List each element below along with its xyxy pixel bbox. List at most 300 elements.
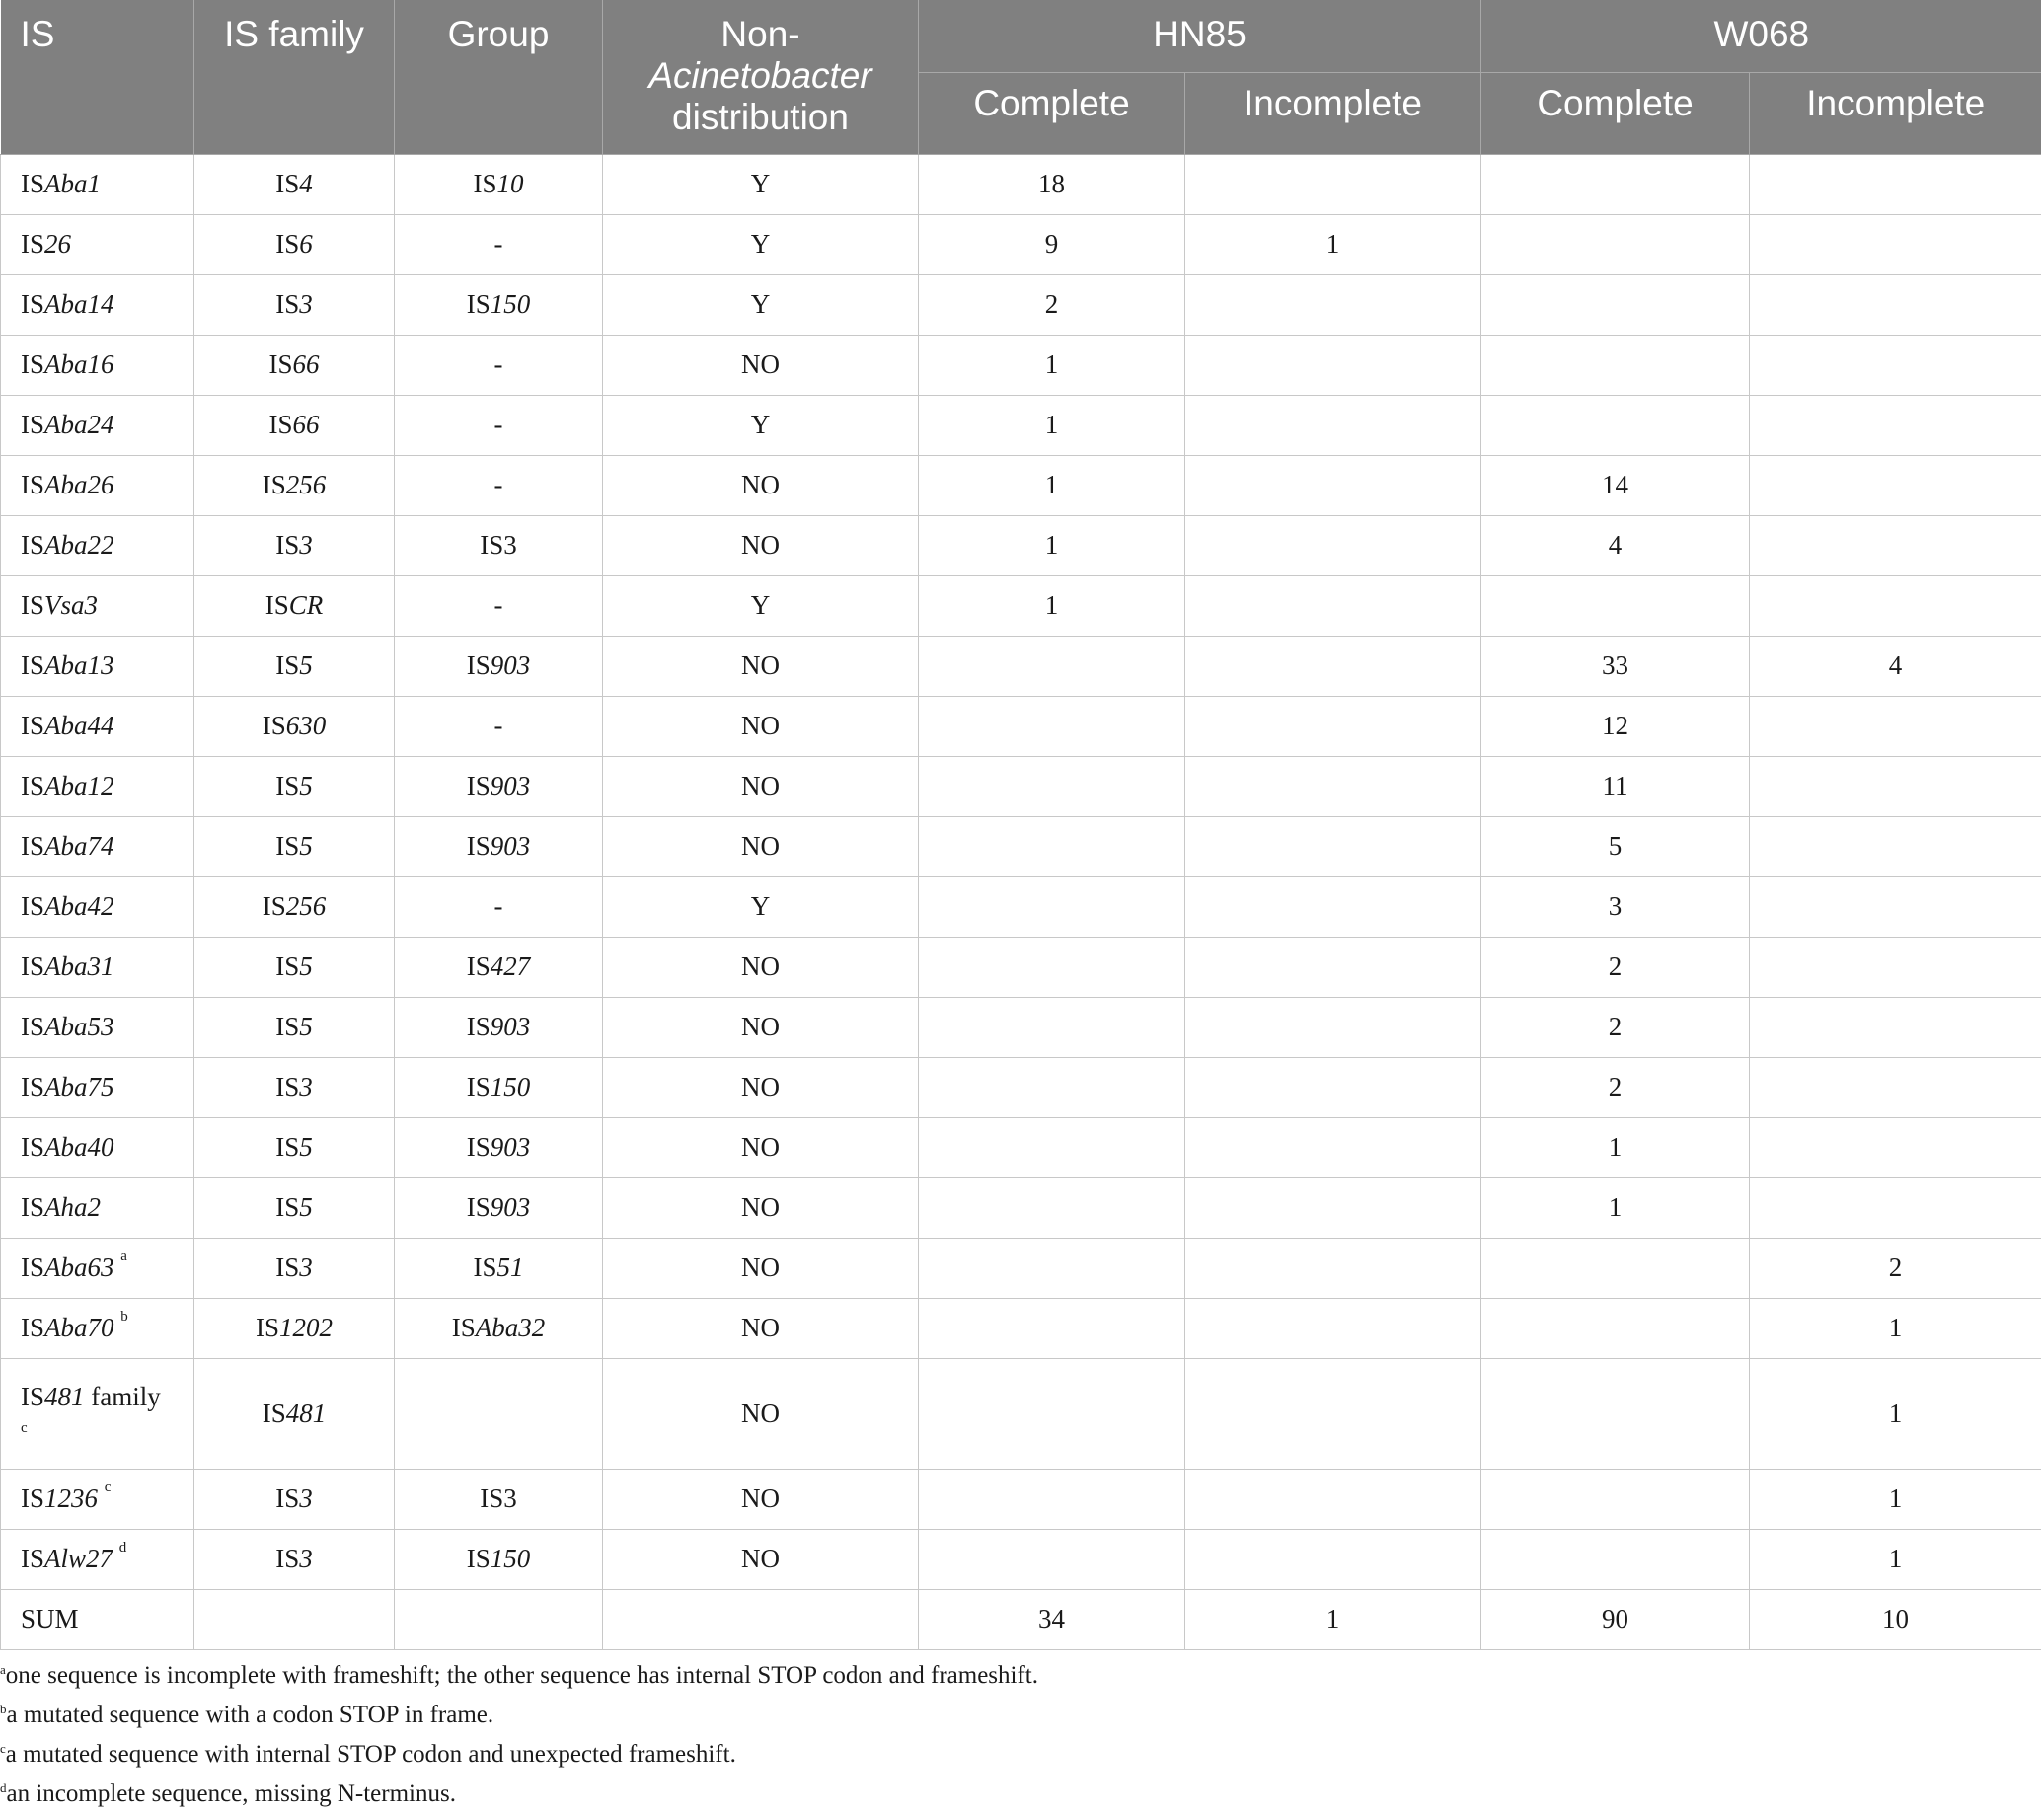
cell-hn85-incomplete bbox=[1185, 455, 1481, 515]
header-hn85-complete: Complete bbox=[919, 72, 1185, 154]
table-row bbox=[1, 274, 2041, 335]
cell-hn85-incomplete bbox=[1185, 997, 1481, 1057]
cell-is-name bbox=[1, 937, 194, 997]
cell-group bbox=[395, 575, 603, 636]
table-row bbox=[1, 937, 2041, 997]
cell-is-family bbox=[194, 1298, 395, 1358]
footnote-text: a mutated sequence with internal STOP codon and unexpected frameshift. bbox=[5, 1741, 736, 1768]
cell-non-acinetobacter-distribution: NO bbox=[603, 455, 919, 515]
is-name-italic: Aba12 bbox=[44, 771, 114, 800]
cell-w068-complete bbox=[1481, 395, 1750, 455]
cell-is-family bbox=[194, 335, 395, 395]
cell-w068-complete: 33 bbox=[1481, 636, 1750, 696]
family-italic: 6 bbox=[299, 229, 313, 259]
cell-is-name bbox=[1, 1358, 194, 1469]
family-prefix: IS bbox=[275, 1132, 300, 1162]
group-prefix: IS bbox=[466, 289, 491, 319]
cell-is-name bbox=[1, 335, 194, 395]
cell-w068-incomplete bbox=[1750, 395, 2041, 455]
cell-is-family bbox=[194, 756, 395, 816]
cell-non-acinetobacter-distribution: Y bbox=[603, 154, 919, 214]
footnote-mark: d bbox=[0, 1781, 7, 1795]
header-group: Group bbox=[395, 0, 603, 154]
cell-is-family bbox=[194, 575, 395, 636]
table-row bbox=[1, 1117, 2041, 1177]
table-row bbox=[1, 1298, 2041, 1358]
is-name-prefix: IS bbox=[21, 711, 45, 740]
table-row bbox=[1, 1358, 2041, 1469]
cell-is-name bbox=[1, 455, 194, 515]
cell-hn85-complete bbox=[919, 876, 1185, 937]
group-prefix: - bbox=[493, 410, 503, 439]
is-name-prefix: IS bbox=[21, 891, 45, 921]
cell-w068-incomplete bbox=[1750, 335, 2041, 395]
cell-w068-incomplete bbox=[1750, 696, 2041, 756]
family-prefix: IS bbox=[275, 1012, 300, 1041]
cell-group bbox=[395, 816, 603, 876]
is-name-prefix: IS bbox=[21, 349, 45, 379]
group-italic: Aba32 bbox=[475, 1313, 546, 1342]
is-name-italic: Aba42 bbox=[44, 891, 114, 921]
cell-group bbox=[395, 395, 603, 455]
cell-is-name bbox=[1, 636, 194, 696]
cell-w068-complete bbox=[1481, 1469, 1750, 1529]
family-italic: 3 bbox=[299, 289, 313, 319]
is-name-italic: Aba14 bbox=[44, 289, 114, 319]
cell-w068-incomplete bbox=[1750, 515, 2041, 575]
cell-w068-complete bbox=[1481, 335, 1750, 395]
family-prefix: IS bbox=[255, 1313, 279, 1342]
cell-hn85-incomplete bbox=[1185, 395, 1481, 455]
cell-hn85-incomplete bbox=[1185, 696, 1481, 756]
cell-is-name bbox=[1, 997, 194, 1057]
cell-hn85-incomplete bbox=[1185, 575, 1481, 636]
family-prefix: IS bbox=[275, 530, 300, 560]
table-row bbox=[1, 1238, 2041, 1298]
family-prefix: IS bbox=[275, 951, 300, 981]
cell-w068-complete: 2 bbox=[1481, 937, 1750, 997]
group-italic: 10 bbox=[496, 169, 524, 198]
table-row bbox=[1, 636, 2041, 696]
cell-w068-incomplete: 1 bbox=[1750, 1298, 2041, 1358]
cell-w068-incomplete bbox=[1750, 1177, 2041, 1238]
cell-group bbox=[395, 1238, 603, 1298]
family-italic: 5 bbox=[299, 650, 313, 680]
cell-hn85-complete bbox=[919, 1298, 1185, 1358]
group-prefix: IS bbox=[473, 1252, 497, 1282]
cell-hn85-complete: 18 bbox=[919, 154, 1185, 214]
is-name-italic: Aba1 bbox=[44, 169, 102, 198]
cell-hn85-incomplete bbox=[1185, 636, 1481, 696]
family-prefix: IS bbox=[275, 1483, 300, 1513]
header-hn85-incomplete: Incomplete bbox=[1185, 72, 1481, 154]
group-prefix: IS bbox=[466, 951, 491, 981]
header-is: IS bbox=[1, 0, 194, 154]
cell-hn85-incomplete bbox=[1185, 816, 1481, 876]
family-italic: 66 bbox=[292, 410, 320, 439]
cell-is-name bbox=[1, 1469, 194, 1529]
family-prefix: IS bbox=[262, 891, 286, 921]
cell-w068-incomplete bbox=[1750, 274, 2041, 335]
is-name-prefix: IS bbox=[21, 1381, 45, 1411]
cell-is-name bbox=[1, 1529, 194, 1589]
cell-group bbox=[395, 876, 603, 937]
family-prefix: IS bbox=[268, 410, 293, 439]
cell-w068-incomplete: 1 bbox=[1750, 1469, 2041, 1529]
table-row bbox=[1, 1589, 2041, 1649]
table-row bbox=[1, 1529, 2041, 1589]
family-prefix: IS bbox=[265, 590, 289, 620]
group-italic: 150 bbox=[490, 1072, 531, 1101]
cell-is-family bbox=[194, 515, 395, 575]
cell-group bbox=[395, 154, 603, 214]
table-row bbox=[1, 335, 2041, 395]
family-italic: 256 bbox=[285, 470, 327, 499]
cell-w068-complete bbox=[1481, 1358, 1750, 1469]
family-prefix: IS bbox=[275, 650, 300, 680]
family-italic: 4 bbox=[299, 169, 313, 198]
cell-non-acinetobacter-distribution: NO bbox=[603, 1238, 919, 1298]
family-italic: 256 bbox=[285, 891, 327, 921]
is-name-prefix: IS bbox=[21, 951, 45, 981]
cell-w068-complete: 3 bbox=[1481, 876, 1750, 937]
cell-is-family bbox=[194, 1177, 395, 1238]
cell-hn85-incomplete bbox=[1185, 274, 1481, 335]
cell-w068-incomplete bbox=[1750, 455, 2041, 515]
footnote bbox=[0, 1775, 1038, 1814]
cell-is-name bbox=[1, 1057, 194, 1117]
footnote-mark: c bbox=[0, 1741, 6, 1756]
table-row bbox=[1, 756, 2041, 816]
cell-hn85-complete bbox=[919, 756, 1185, 816]
cell-hn85-incomplete bbox=[1185, 1057, 1481, 1117]
cell-w068-complete: 14 bbox=[1481, 455, 1750, 515]
is-name-prefix: IS bbox=[21, 289, 45, 319]
cell-hn85-incomplete bbox=[1185, 1529, 1481, 1589]
is-name-italic: 1236 bbox=[44, 1483, 99, 1513]
cell-non-acinetobacter-distribution: NO bbox=[603, 1177, 919, 1238]
family-italic: 5 bbox=[299, 951, 313, 981]
cell-is-name bbox=[1, 515, 194, 575]
cell-w068-complete: 2 bbox=[1481, 1057, 1750, 1117]
is-name-suffix: family bbox=[84, 1381, 161, 1411]
cell-w068-complete bbox=[1481, 274, 1750, 335]
cell-non-acinetobacter-distribution: Y bbox=[603, 214, 919, 274]
cell-w068-complete: 4 bbox=[1481, 515, 1750, 575]
cell-hn85-complete bbox=[919, 1117, 1185, 1177]
cell-is-family bbox=[194, 636, 395, 696]
cell-is-family bbox=[194, 1238, 395, 1298]
cell-non-acinetobacter-distribution: NO bbox=[603, 335, 919, 395]
header-is-family: IS family bbox=[194, 0, 395, 154]
is-name-prefix: IS bbox=[21, 771, 45, 800]
cell-group bbox=[395, 455, 603, 515]
cell-non-acinetobacter-distribution: NO bbox=[603, 636, 919, 696]
is-name-italic: Aba24 bbox=[44, 410, 114, 439]
cell-is-family bbox=[194, 1057, 395, 1117]
group-italic: 903 bbox=[490, 831, 531, 861]
cell-group bbox=[395, 1469, 603, 1529]
group-italic: 150 bbox=[490, 1544, 531, 1573]
cell-group bbox=[395, 1117, 603, 1177]
cell-non-acinetobacter-distribution: Y bbox=[603, 274, 919, 335]
cell-w068-incomplete bbox=[1750, 1057, 2041, 1117]
cell-is-family bbox=[194, 696, 395, 756]
group-italic: 903 bbox=[490, 650, 531, 680]
cell-non-acinetobacter-distribution bbox=[603, 1589, 919, 1649]
cell-is-name bbox=[1, 154, 194, 214]
cell-non-acinetobacter-distribution: Y bbox=[603, 395, 919, 455]
group-prefix: IS bbox=[466, 650, 491, 680]
cell-hn85-incomplete bbox=[1185, 1298, 1481, 1358]
cell-group bbox=[395, 214, 603, 274]
is-name-italic: Aha2 bbox=[44, 1192, 102, 1222]
is-name-prefix: IS bbox=[21, 1192, 45, 1222]
table-body bbox=[1, 154, 2041, 1649]
family-italic: 1202 bbox=[279, 1313, 333, 1342]
cell-hn85-complete: 2 bbox=[919, 274, 1185, 335]
cell-is-family bbox=[194, 1469, 395, 1529]
is-name-prefix: IS bbox=[21, 229, 45, 259]
cell-is-name bbox=[1, 575, 194, 636]
family-prefix: IS bbox=[262, 1398, 286, 1428]
table-row bbox=[1, 816, 2041, 876]
cell-is-family bbox=[194, 1358, 395, 1469]
table-row bbox=[1, 1177, 2041, 1238]
cell-hn85-incomplete bbox=[1185, 876, 1481, 937]
group-italic: 903 bbox=[490, 1192, 531, 1222]
cell-is-name bbox=[1, 1177, 194, 1238]
cell-hn85-complete: 1 bbox=[919, 455, 1185, 515]
is-name-italic: 26 bbox=[44, 229, 72, 259]
cell-hn85-incomplete bbox=[1185, 515, 1481, 575]
cell-hn85-complete bbox=[919, 997, 1185, 1057]
cell-hn85-incomplete: 1 bbox=[1185, 214, 1481, 274]
cell-hn85-incomplete bbox=[1185, 1177, 1481, 1238]
family-italic: 5 bbox=[299, 831, 313, 861]
family-prefix: IS bbox=[275, 1544, 300, 1573]
footnote-text: one sequence is incomplete with frameshift; the other sequence has internal STOP codon and frameshift. bbox=[5, 1662, 1038, 1689]
is-name-prefix: IS bbox=[21, 831, 45, 861]
family-prefix: IS bbox=[275, 771, 300, 800]
family-prefix: IS bbox=[262, 711, 286, 740]
cell-non-acinetobacter-distribution: NO bbox=[603, 756, 919, 816]
cell-group bbox=[395, 1589, 603, 1649]
is-name-prefix: IS bbox=[21, 410, 45, 439]
cell-is-name bbox=[1, 1589, 194, 1649]
cell-non-acinetobacter-distribution: NO bbox=[603, 1529, 919, 1589]
group-italic: 51 bbox=[496, 1252, 524, 1282]
group-prefix: - bbox=[493, 229, 503, 259]
table-row bbox=[1, 1469, 2041, 1529]
cell-w068-incomplete bbox=[1750, 575, 2041, 636]
cell-non-acinetobacter-distribution: NO bbox=[603, 937, 919, 997]
cell-is-name bbox=[1, 1298, 194, 1358]
cell-hn85-complete bbox=[919, 816, 1185, 876]
is-name-italic: Aba75 bbox=[44, 1072, 114, 1101]
family-italic: 3 bbox=[299, 1072, 313, 1101]
group-italic: 903 bbox=[490, 771, 531, 800]
cell-is-family bbox=[194, 1589, 395, 1649]
cell-non-acinetobacter-distribution: NO bbox=[603, 515, 919, 575]
is-name-prefix: IS bbox=[21, 530, 45, 560]
cell-is-name bbox=[1, 756, 194, 816]
cell-w068-incomplete: 10 bbox=[1750, 1589, 2041, 1649]
cell-hn85-complete bbox=[919, 1469, 1185, 1529]
is-name-italic: Aba16 bbox=[44, 349, 114, 379]
footnote-marker: c bbox=[104, 1479, 112, 1495]
cell-w068-incomplete bbox=[1750, 876, 2041, 937]
is-name-italic: Alw27 bbox=[44, 1544, 113, 1573]
cell-is-family bbox=[194, 997, 395, 1057]
is-name-italic: Aba26 bbox=[44, 470, 114, 499]
cell-hn85-complete bbox=[919, 1238, 1185, 1298]
table-footnotes bbox=[0, 1656, 1038, 1814]
cell-hn85-incomplete bbox=[1185, 154, 1481, 214]
is-name-prefix: IS bbox=[21, 1313, 45, 1342]
cell-group bbox=[395, 696, 603, 756]
cell-w068-incomplete bbox=[1750, 214, 2041, 274]
cell-group bbox=[395, 1057, 603, 1117]
family-italic: 5 bbox=[299, 1132, 313, 1162]
is-name-prefix: IS bbox=[21, 590, 45, 620]
group-italic: 903 bbox=[490, 1132, 531, 1162]
table-row bbox=[1, 997, 2041, 1057]
footnote-text: a mutated sequence with a codon STOP in frame. bbox=[6, 1702, 494, 1728]
cell-hn85-complete: 1 bbox=[919, 515, 1185, 575]
family-italic: 3 bbox=[299, 1483, 313, 1513]
is-name-italic: Aba22 bbox=[44, 530, 114, 560]
footnote-marker: a bbox=[120, 1249, 127, 1264]
cell-w068-incomplete bbox=[1750, 937, 2041, 997]
family-prefix: IS bbox=[275, 1192, 300, 1222]
is-name-prefix: IS bbox=[21, 1072, 45, 1101]
cell-non-acinetobacter-distribution: NO bbox=[603, 1117, 919, 1177]
family-prefix: IS bbox=[275, 831, 300, 861]
cell-hn85-incomplete bbox=[1185, 1117, 1481, 1177]
group-prefix: - bbox=[493, 891, 503, 921]
group-prefix: IS bbox=[466, 1544, 491, 1573]
family-prefix: IS bbox=[275, 1252, 300, 1282]
cell-hn85-complete: 34 bbox=[919, 1589, 1185, 1649]
table-row bbox=[1, 395, 2041, 455]
is-name-prefix: IS bbox=[21, 1012, 45, 1041]
family-italic: 3 bbox=[299, 1544, 313, 1573]
cell-group bbox=[395, 1177, 603, 1238]
group-prefix: - bbox=[493, 711, 503, 740]
group-prefix: IS bbox=[466, 1012, 491, 1041]
family-italic: 5 bbox=[299, 771, 313, 800]
is-name-italic: Aba74 bbox=[44, 831, 114, 861]
cell-w068-incomplete: 4 bbox=[1750, 636, 2041, 696]
family-prefix: IS bbox=[275, 169, 300, 198]
is-name-italic: Aba70 bbox=[44, 1313, 114, 1342]
footnote-marker: c bbox=[21, 1419, 28, 1436]
cell-is-family bbox=[194, 816, 395, 876]
cell-w068-complete: 1 bbox=[1481, 1177, 1750, 1238]
group-italic: 903 bbox=[490, 1012, 531, 1041]
cell-group bbox=[395, 636, 603, 696]
header-hn85: HN85 bbox=[919, 0, 1481, 72]
cell-hn85-incomplete bbox=[1185, 1358, 1481, 1469]
cell-w068-incomplete: 1 bbox=[1750, 1529, 2041, 1589]
is-name-italic: Aba44 bbox=[44, 711, 114, 740]
cell-w068-incomplete bbox=[1750, 154, 2041, 214]
is-name-prefix: IS bbox=[21, 1544, 45, 1573]
cell-is-name bbox=[1, 816, 194, 876]
is-name-prefix: IS bbox=[21, 650, 45, 680]
cell-is-family bbox=[194, 937, 395, 997]
family-italic: 5 bbox=[299, 1192, 313, 1222]
cell-non-acinetobacter-distribution: NO bbox=[603, 696, 919, 756]
table-row bbox=[1, 876, 2041, 937]
cell-is-name bbox=[1, 876, 194, 937]
cell-hn85-complete bbox=[919, 1057, 1185, 1117]
cell-is-family bbox=[194, 214, 395, 274]
header-non-acinetobacter-distribution bbox=[603, 0, 919, 154]
group-prefix: IS bbox=[466, 1132, 491, 1162]
cell-hn85-complete bbox=[919, 1529, 1185, 1589]
cell-group bbox=[395, 335, 603, 395]
cell-group bbox=[395, 1529, 603, 1589]
cell-w068-complete bbox=[1481, 214, 1750, 274]
cell-non-acinetobacter-distribution: Y bbox=[603, 876, 919, 937]
family-prefix: IS bbox=[262, 470, 286, 499]
cell-hn85-incomplete: 1 bbox=[1185, 1589, 1481, 1649]
group-prefix: IS3 bbox=[480, 1483, 517, 1513]
cell-hn85-incomplete bbox=[1185, 1469, 1481, 1529]
footnote-mark: b bbox=[0, 1702, 7, 1716]
is-name-prefix: IS bbox=[21, 1252, 45, 1282]
group-prefix: - bbox=[493, 590, 503, 620]
family-prefix: IS bbox=[275, 229, 300, 259]
is-name-prefix: SUM bbox=[21, 1604, 79, 1633]
cell-is-family bbox=[194, 455, 395, 515]
cell-is-name bbox=[1, 395, 194, 455]
header-nonacin-line3: distribution bbox=[672, 97, 849, 137]
cell-w068-complete: 12 bbox=[1481, 696, 1750, 756]
cell-hn85-incomplete bbox=[1185, 937, 1481, 997]
cell-is-family bbox=[194, 395, 395, 455]
cell-w068-incomplete bbox=[1750, 997, 2041, 1057]
group-prefix: IS bbox=[466, 771, 491, 800]
cell-hn85-complete: 1 bbox=[919, 335, 1185, 395]
table-row bbox=[1, 455, 2041, 515]
is-name-prefix: IS bbox=[21, 470, 45, 499]
family-italic: 630 bbox=[285, 711, 327, 740]
footnote-text: an incomplete sequence, missing N-terminus. bbox=[6, 1781, 456, 1807]
footnote-marker: b bbox=[120, 1309, 128, 1325]
family-italic: CR bbox=[288, 590, 324, 620]
cell-w068-complete: 2 bbox=[1481, 997, 1750, 1057]
cell-w068-incomplete bbox=[1750, 756, 2041, 816]
group-italic: 150 bbox=[490, 289, 531, 319]
cell-group bbox=[395, 1358, 603, 1469]
cell-w068-complete: 1 bbox=[1481, 1117, 1750, 1177]
is-name-italic: Vsa3 bbox=[44, 590, 99, 620]
header-nonacin-line1: Non- bbox=[720, 14, 800, 54]
cell-w068-complete: 5 bbox=[1481, 816, 1750, 876]
is-name-italic: Aba40 bbox=[44, 1132, 114, 1162]
group-prefix: - bbox=[493, 470, 503, 499]
cell-w068-incomplete: 1 bbox=[1750, 1358, 2041, 1469]
is-name-italic: Aba63 bbox=[44, 1252, 114, 1282]
cell-hn85-complete: 1 bbox=[919, 575, 1185, 636]
cell-hn85-complete bbox=[919, 1177, 1185, 1238]
family-italic: 5 bbox=[299, 1012, 313, 1041]
cell-is-family bbox=[194, 1529, 395, 1589]
is-name-italic: Aba31 bbox=[44, 951, 114, 981]
